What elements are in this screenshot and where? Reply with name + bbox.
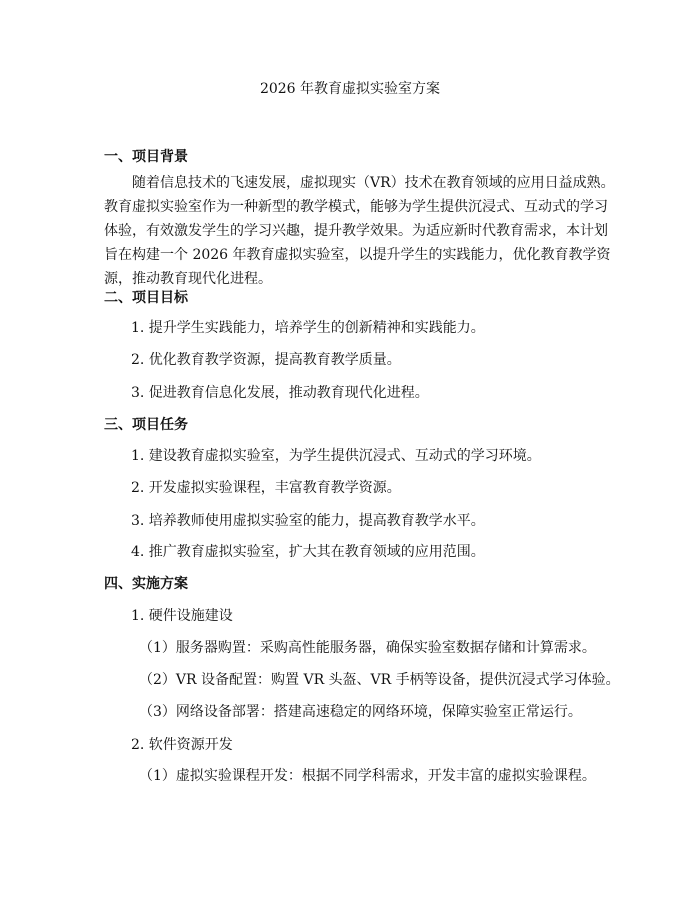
paragraph-line: 源，推动教育现代化进程。 <box>104 271 272 287</box>
task-item: 2. 开发虚拟实验课程，丰富教育教学资源。 <box>131 480 401 496</box>
section-heading-background: 一、项目背景 <box>104 149 188 165</box>
document-title: 2026 年教育虚拟实验室方案 <box>259 81 441 97</box>
section-heading-goals: 二、项目目标 <box>104 290 188 306</box>
software-item: （1）虚拟实验课程开发：根据不同学科需求，开发丰富的虚拟实验课程。 <box>139 768 596 784</box>
goal-item: 3. 促进教育信息化发展，推动教育现代化进程。 <box>131 385 429 401</box>
section-heading-tasks: 三、项目任务 <box>104 417 188 433</box>
subsection-label-software: 2. 软件资源开发 <box>131 737 233 753</box>
paragraph-line: 随着信息技术的飞速发展，虚拟现实（VR）技术在教育领域的应用日益成熟。 <box>132 175 615 191</box>
hardware-item: （3）网络设备部署：搭建高速稳定的网络环境，保障实验室正常运行。 <box>139 704 582 720</box>
paragraph-line: 旨在构建一个 2026 年教育虚拟实验室，以提升学生的实践能力，优化教育教学资 <box>104 247 611 263</box>
goal-item: 1. 提升学生实践能力，培养学生的创新精神和实践能力。 <box>131 320 485 336</box>
paragraph-line: 教育虚拟实验室作为一种新型的教学模式，能够为学生提供沉浸式、互动式的学习 <box>104 199 608 215</box>
paragraph-line: 体验，有效激发学生的学习兴趣，提升教学效果。为适应新时代教育需求，本计划 <box>104 223 608 239</box>
section-heading-implementation: 四、实施方案 <box>104 576 188 592</box>
background-paragraph <box>104 171 615 291</box>
hardware-item: （2）VR 设备配置：购置 VR 头盔、VR 手柄等设备，提供沉浸式学习体验。 <box>139 672 620 688</box>
task-item: 1. 建设教育虚拟实验室，为学生提供沉浸式、互动式的学习环境。 <box>131 448 541 464</box>
task-item: 3. 培养教师使用虚拟实验室的能力，提高教育教学水平。 <box>131 513 485 529</box>
hardware-item: （1）服务器购置：采购高性能服务器，确保实验室数据存储和计算需求。 <box>139 640 596 656</box>
task-item: 4. 推广教育虚拟实验室，扩大其在教育领域的应用范围。 <box>131 544 485 560</box>
subsection-label-hardware: 1. 硬件设施建设 <box>131 608 233 624</box>
goal-item: 2. 优化教育教学资源，提高教育教学质量。 <box>131 352 401 368</box>
